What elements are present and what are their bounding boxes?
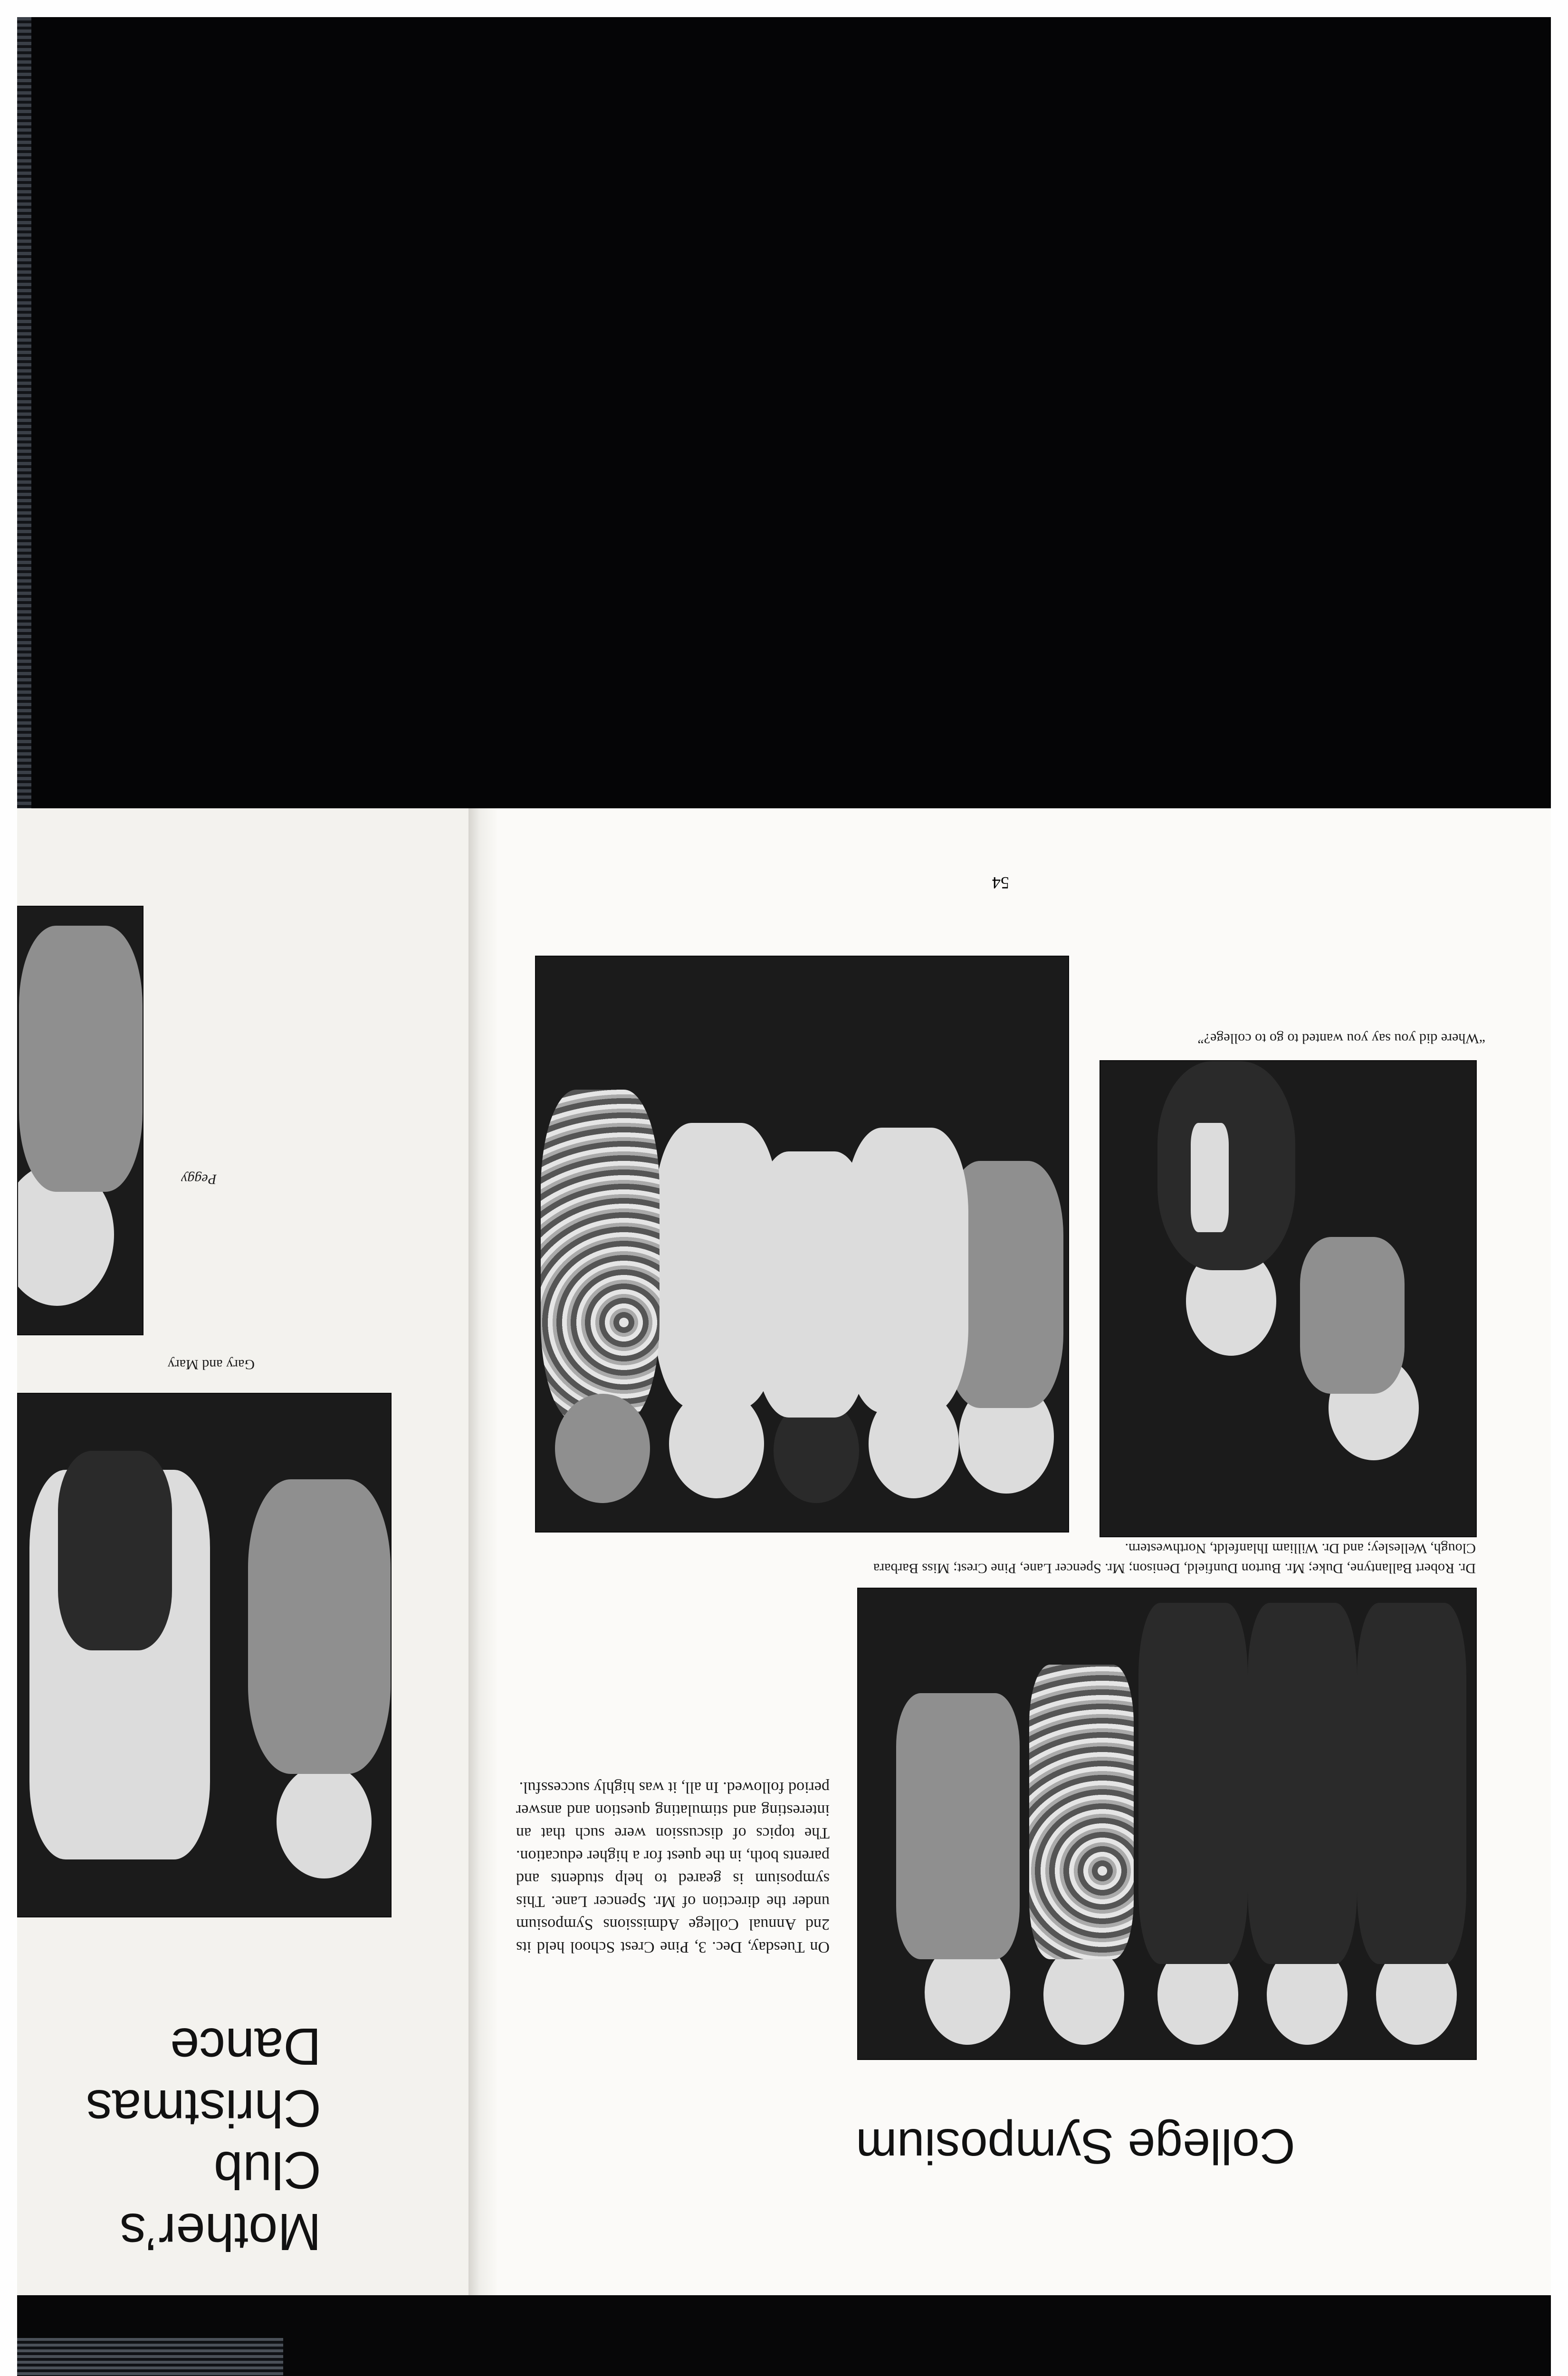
book-gutter [468, 808, 497, 2295]
photo-peggy [17, 906, 143, 1335]
left-title-line-1: Mother’s [120, 2203, 321, 2261]
panel-caption: Dr. Robert Ballantyne, Duke; Mr. Burton Dunfield, Denison; Mr. Spencer Lane, Pine Crest; Miss Barbara Clough, Wellesley; and Dr. William Ihlanfeldt, Northwestern. [873, 1541, 1476, 1576]
page-number: 54 [992, 873, 1009, 892]
couple-caption-wrap [122, 1355, 255, 1374]
page-title: College Symposium [856, 2118, 1295, 2174]
scanner-black-area-top [17, 17, 1551, 808]
photo-girl-and-man [1100, 1060, 1477, 1537]
yearbook-spread [17, 808, 1551, 2295]
photo-five-with-brochures [535, 956, 1069, 1533]
article-wrap [516, 1711, 830, 1958]
photo-gary-and-mary [17, 1393, 392, 1917]
peggy-caption-wrap [160, 1169, 217, 1188]
scanner-edge-stripes [17, 17, 31, 808]
scanner-edge-stripes-bottom [17, 2338, 283, 2376]
left-title-line-3: Christmas [86, 2079, 321, 2137]
peggy-caption: Peggy [181, 1171, 217, 1187]
left-title-line-4: Dance [170, 2017, 321, 2076]
left-title-line-2: Club [213, 2141, 321, 2199]
left-title-wrap [55, 1996, 321, 2262]
page-number-wrap [982, 869, 1020, 893]
quote-caption-wrap [1124, 1027, 1485, 1048]
article-text: On Tuesday, Dec. 3, Pine Crest School held its 2nd Annual College Admissions Symposium under the direction of Mr. Spencer Lane. This symposium is geared to help students and parents both, in the quest for a higher education. The topics of discussion were such that an interesting and stimulating question and answer period followed. In all, it was highly successful. [516, 1779, 830, 1956]
quote-caption: “Where did you say you wanted to go to college?” [1197, 1031, 1485, 1046]
panel-caption-wrap [872, 1535, 1476, 1578]
couple-caption: Gary and Mary [167, 1357, 255, 1372]
title-wrap [749, 2115, 1295, 2177]
photo-panel-seated [857, 1588, 1477, 2060]
